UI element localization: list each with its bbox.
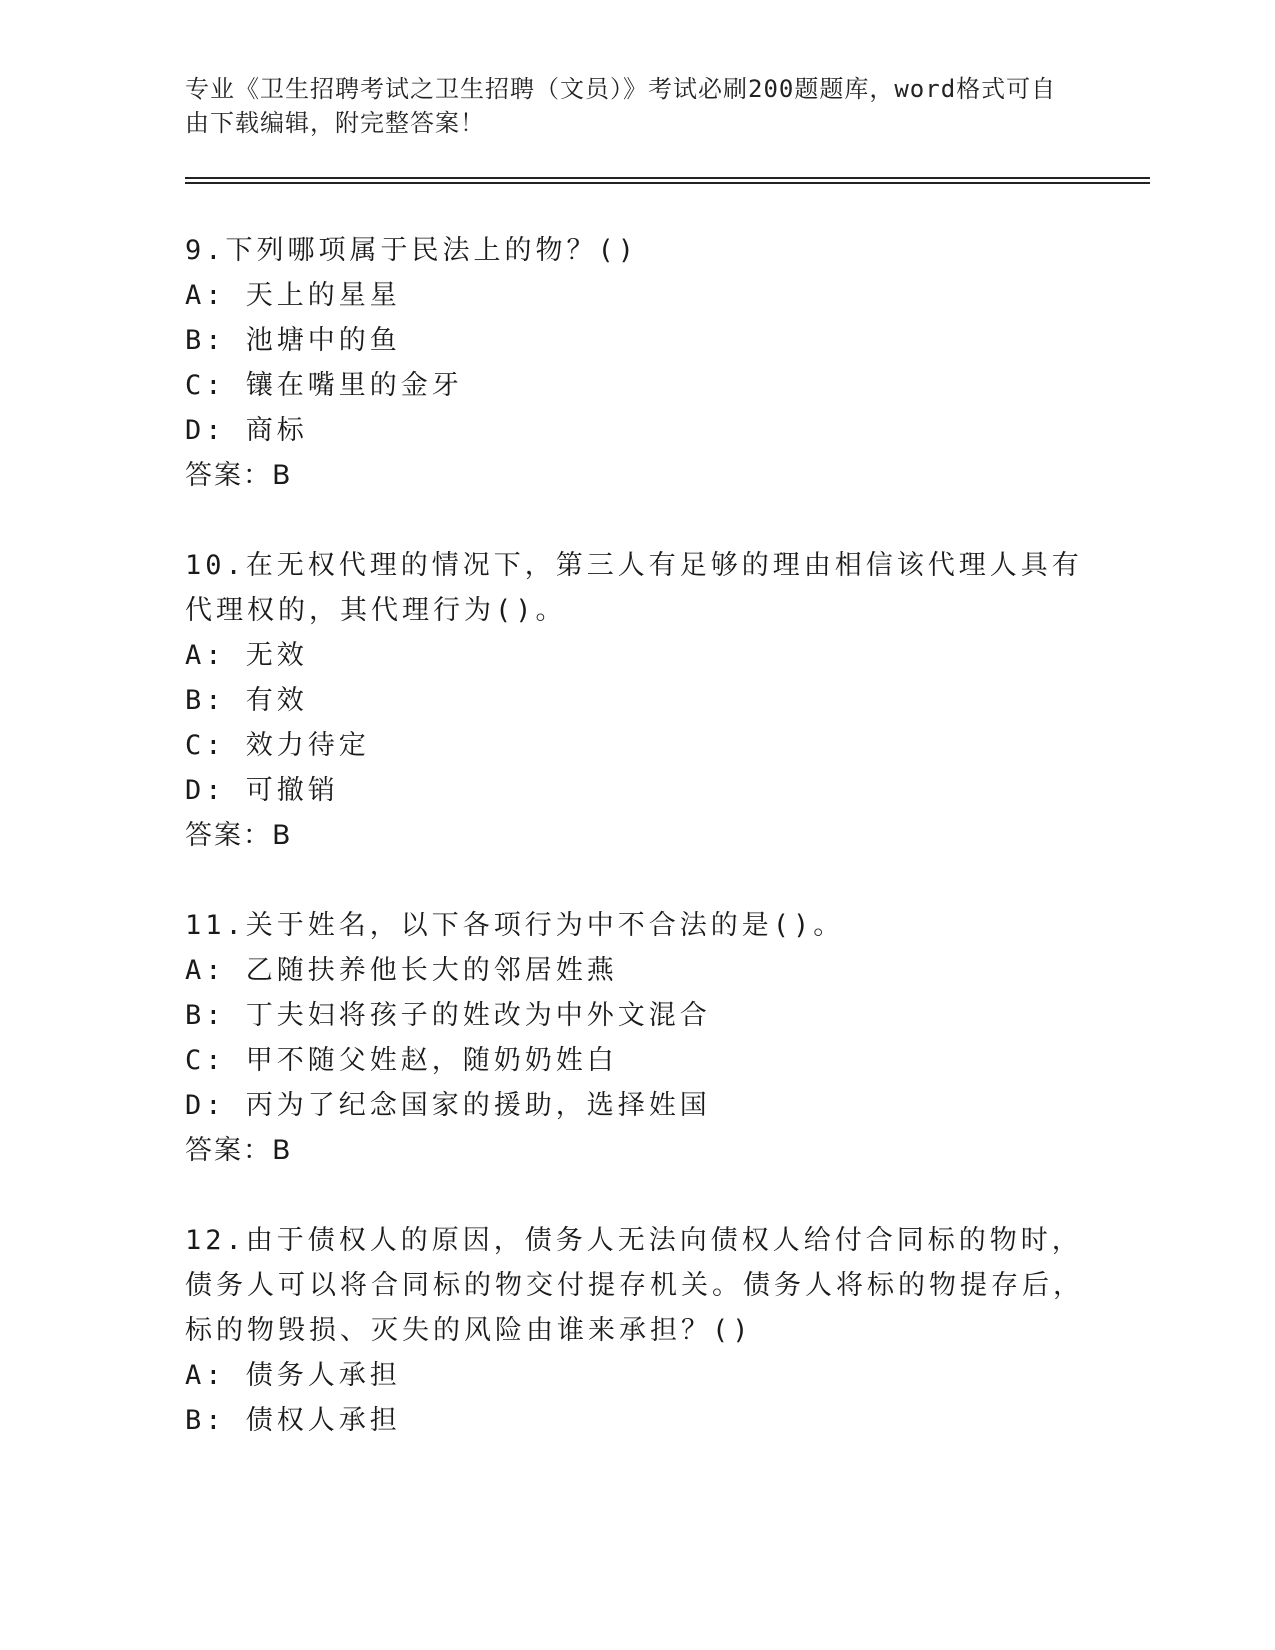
option-c: C: 效力待定 [185,730,370,761]
question-list [185,228,1085,1443]
option-a: A: 债务人承担 [185,1360,401,1391]
question-11 [185,903,1085,1173]
option-d: D: 可撤销 [185,775,339,806]
option-b: B: 丁夫妇将孩子的姓改为中外文混合 [185,1000,711,1031]
header-divider-bottom [185,182,1150,184]
header-divider-top [185,177,1150,179]
option-b: B: 债权人承担 [185,1405,401,1436]
option-a: A: 天上的星星 [185,280,401,311]
question-9 [185,228,1085,498]
option-d: D: 商标 [185,415,308,446]
question-text: 9.下列哪项属于民法上的物？() [185,235,639,266]
answer-line: 答案：B [185,1135,293,1166]
option-a: A: 乙随扶养他长大的邻居姓燕 [185,955,618,986]
answer-line: 答案：B [185,820,293,851]
question-text: 12.由于债权人的原因，债务人无法向债权人给付合同标的物时，债务人可以将合同标的物交付提存机关。债务人将标的物提存后，标的物毁损、灭失的风险由谁来承担？() [185,1225,1084,1346]
option-c: C: 镶在嘴里的金牙 [185,370,463,401]
answer-line: 答案：B [185,460,293,491]
question-12 [185,1218,1085,1443]
document-intro: 专业《卫生招聘考试之卫生招聘（文员）》考试必刷200题题库，word格式可自由下载编辑，附完整答案！ [185,75,1057,137]
option-d: D: 丙为了纪念国家的援助，选择姓国 [185,1090,711,1121]
option-a: A: 无效 [185,640,308,671]
option-b: B: 池塘中的鱼 [185,325,401,356]
question-10 [185,543,1085,858]
question-text: 10.在无权代理的情况下，第三人有足够的理由相信该代理人具有代理权的，其代理行为()。 [185,550,1083,626]
option-c: C: 甲不随父姓赵，随奶奶姓白 [185,1045,618,1076]
option-b: B: 有效 [185,685,308,716]
question-text: 11.关于姓名，以下各项行为中不合法的是()。 [185,910,845,941]
